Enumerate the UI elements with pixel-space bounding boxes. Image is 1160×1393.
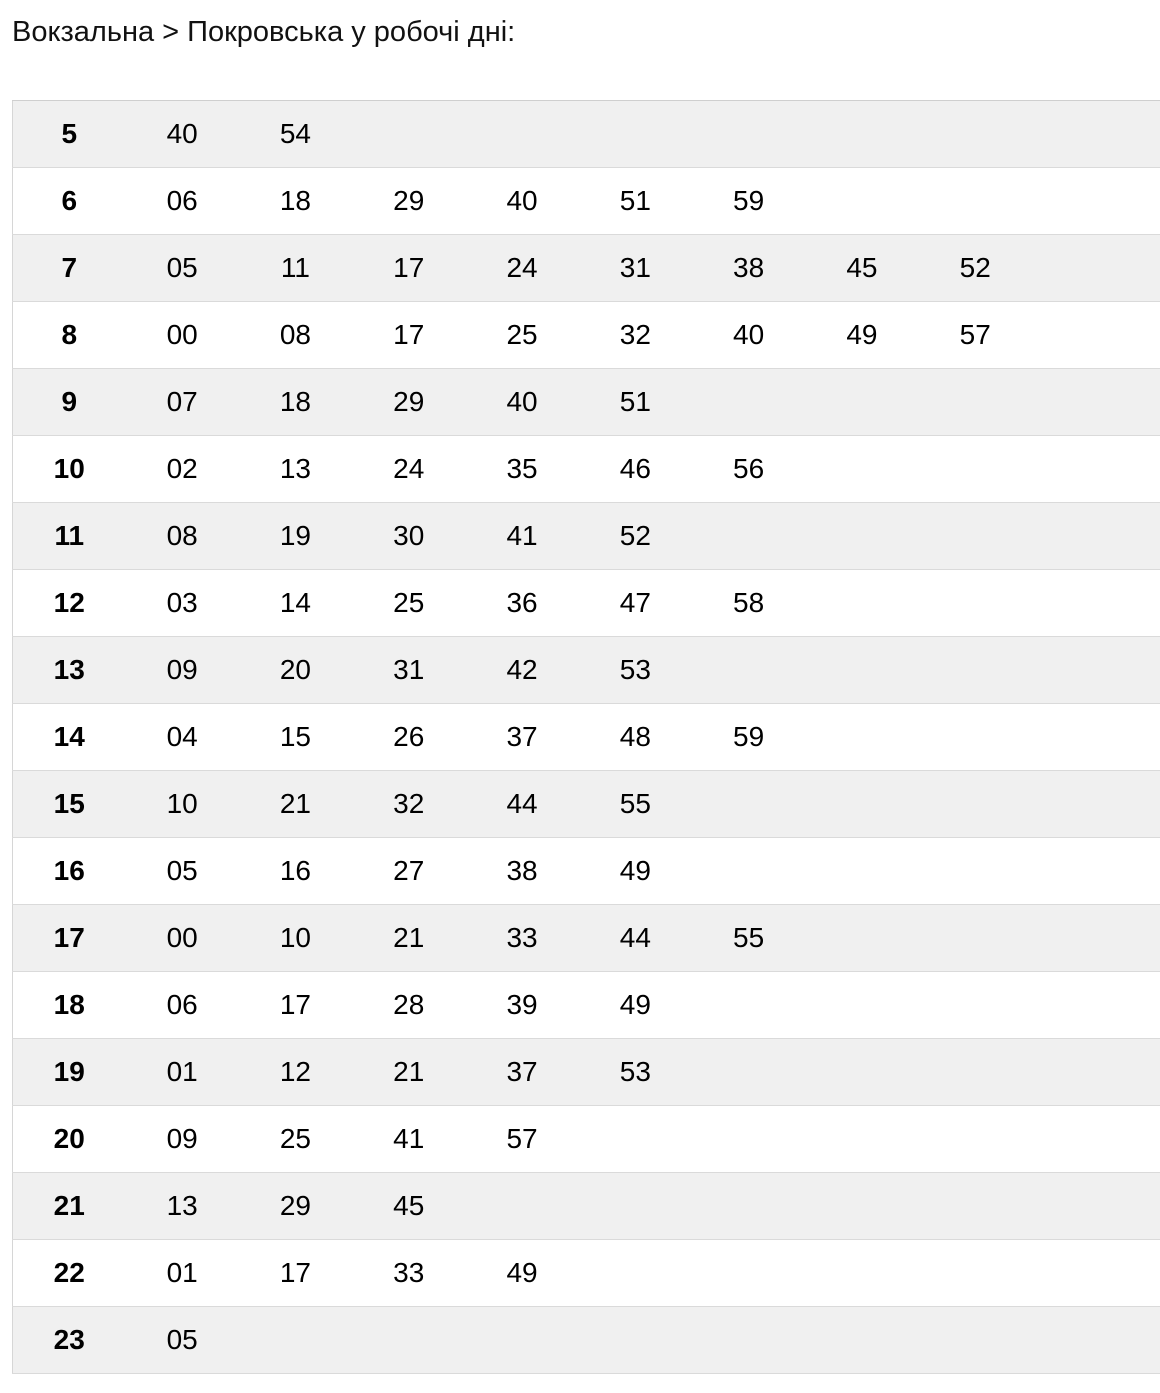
empty-cell	[465, 1173, 578, 1240]
empty-cell	[805, 771, 918, 838]
minute-cell: 26	[352, 704, 465, 771]
schedule-row	[13, 503, 1160, 570]
minute-cell: 09	[126, 1106, 239, 1173]
schedule-body	[13, 101, 1160, 1374]
empty-cell	[1032, 1240, 1160, 1307]
hour-cell: 21	[13, 1173, 126, 1240]
minute-cell: 06	[126, 972, 239, 1039]
minute-cell: 17	[352, 302, 465, 369]
empty-cell	[1032, 1307, 1160, 1374]
schedule-row	[13, 369, 1160, 436]
empty-cell	[352, 1307, 465, 1374]
empty-cell	[465, 101, 578, 168]
minute-cell: 19	[239, 503, 352, 570]
minute-cell: 24	[465, 235, 578, 302]
minute-cell: 58	[692, 570, 805, 637]
empty-cell	[1032, 570, 1160, 637]
schedule-row	[13, 1173, 1160, 1240]
minute-cell: 42	[465, 637, 578, 704]
minute-cell: 25	[465, 302, 578, 369]
minute-cell: 05	[126, 838, 239, 905]
minute-cell: 41	[465, 503, 578, 570]
minute-cell: 49	[579, 972, 692, 1039]
empty-cell	[1032, 771, 1160, 838]
minute-cell: 32	[579, 302, 692, 369]
minute-cell: 27	[352, 838, 465, 905]
hour-cell: 19	[13, 1039, 126, 1106]
empty-cell	[1032, 972, 1160, 1039]
empty-cell	[1032, 503, 1160, 570]
empty-cell	[919, 771, 1032, 838]
empty-cell	[805, 570, 918, 637]
empty-cell	[579, 1307, 692, 1374]
minute-cell: 40	[465, 369, 578, 436]
empty-cell	[692, 1039, 805, 1106]
hour-cell: 8	[13, 302, 126, 369]
minute-cell: 05	[126, 1307, 239, 1374]
minute-cell: 21	[352, 905, 465, 972]
empty-cell	[805, 168, 918, 235]
hour-cell: 11	[13, 503, 126, 570]
schedule-row	[13, 905, 1160, 972]
minute-cell: 10	[126, 771, 239, 838]
hour-cell: 17	[13, 905, 126, 972]
minute-cell: 10	[239, 905, 352, 972]
empty-cell	[805, 1240, 918, 1307]
empty-cell	[805, 503, 918, 570]
minute-cell: 25	[239, 1106, 352, 1173]
empty-cell	[1032, 905, 1160, 972]
empty-cell	[465, 1307, 578, 1374]
minute-cell: 41	[352, 1106, 465, 1173]
minute-cell: 56	[692, 436, 805, 503]
minute-cell: 29	[352, 369, 465, 436]
empty-cell	[1032, 168, 1160, 235]
empty-cell	[805, 369, 918, 436]
minute-cell: 01	[126, 1240, 239, 1307]
empty-cell	[692, 101, 805, 168]
empty-cell	[919, 1240, 1032, 1307]
minute-cell: 17	[352, 235, 465, 302]
minute-cell: 55	[579, 771, 692, 838]
minute-cell: 17	[239, 1240, 352, 1307]
minute-cell: 17	[239, 972, 352, 1039]
empty-cell	[805, 972, 918, 1039]
empty-cell	[352, 101, 465, 168]
hour-cell: 12	[13, 570, 126, 637]
minute-cell: 24	[352, 436, 465, 503]
minute-cell: 44	[579, 905, 692, 972]
minute-cell: 37	[465, 704, 578, 771]
minute-cell: 09	[126, 637, 239, 704]
minute-cell: 18	[239, 369, 352, 436]
hour-cell: 14	[13, 704, 126, 771]
minute-cell: 28	[352, 972, 465, 1039]
empty-cell	[692, 1307, 805, 1374]
hour-cell: 5	[13, 101, 126, 168]
empty-cell	[692, 838, 805, 905]
empty-cell	[805, 1039, 918, 1106]
empty-cell	[805, 838, 918, 905]
minute-cell: 11	[239, 235, 352, 302]
empty-cell	[805, 436, 918, 503]
empty-cell	[579, 1173, 692, 1240]
minute-cell: 57	[919, 302, 1032, 369]
hour-cell: 15	[13, 771, 126, 838]
schedule-row	[13, 1240, 1160, 1307]
empty-cell	[1032, 1039, 1160, 1106]
minute-cell: 55	[692, 905, 805, 972]
minute-cell: 46	[579, 436, 692, 503]
minute-cell: 40	[126, 101, 239, 168]
empty-cell	[1032, 704, 1160, 771]
hour-cell: 20	[13, 1106, 126, 1173]
minute-cell: 45	[805, 235, 918, 302]
minute-cell: 57	[465, 1106, 578, 1173]
minute-cell: 39	[465, 972, 578, 1039]
minute-cell: 29	[239, 1173, 352, 1240]
schedule-row	[13, 570, 1160, 637]
empty-cell	[1032, 235, 1160, 302]
hour-cell: 23	[13, 1307, 126, 1374]
empty-cell	[692, 1106, 805, 1173]
empty-cell	[919, 503, 1032, 570]
minute-cell: 53	[579, 1039, 692, 1106]
minute-cell: 37	[465, 1039, 578, 1106]
schedule-row	[13, 436, 1160, 503]
hour-cell: 7	[13, 235, 126, 302]
minute-cell: 45	[352, 1173, 465, 1240]
minute-cell: 51	[579, 168, 692, 235]
empty-cell	[692, 1240, 805, 1307]
empty-cell	[919, 436, 1032, 503]
minute-cell: 12	[239, 1039, 352, 1106]
minute-cell: 01	[126, 1039, 239, 1106]
minute-cell: 06	[126, 168, 239, 235]
minute-cell: 21	[239, 771, 352, 838]
schedule-row	[13, 1307, 1160, 1374]
empty-cell	[692, 503, 805, 570]
minute-cell: 25	[352, 570, 465, 637]
minute-cell: 48	[579, 704, 692, 771]
empty-cell	[919, 1039, 1032, 1106]
schedule-row	[13, 704, 1160, 771]
empty-cell	[805, 704, 918, 771]
empty-cell	[805, 1106, 918, 1173]
minute-cell: 47	[579, 570, 692, 637]
empty-cell	[919, 1106, 1032, 1173]
empty-cell	[1032, 369, 1160, 436]
minute-cell: 31	[579, 235, 692, 302]
minute-cell: 31	[352, 637, 465, 704]
minute-cell: 49	[579, 838, 692, 905]
schedule-row	[13, 302, 1160, 369]
schedule-row	[13, 637, 1160, 704]
minute-cell: 36	[465, 570, 578, 637]
minute-cell: 51	[579, 369, 692, 436]
minute-cell: 38	[465, 838, 578, 905]
hour-cell: 16	[13, 838, 126, 905]
empty-cell	[692, 1173, 805, 1240]
empty-cell	[919, 369, 1032, 436]
minute-cell: 33	[352, 1240, 465, 1307]
minute-cell: 04	[126, 704, 239, 771]
empty-cell	[692, 369, 805, 436]
minute-cell: 00	[126, 302, 239, 369]
schedule-row	[13, 1039, 1160, 1106]
empty-cell	[805, 905, 918, 972]
minute-cell: 29	[352, 168, 465, 235]
schedule-table	[12, 100, 1160, 1374]
empty-cell	[919, 905, 1032, 972]
minute-cell: 18	[239, 168, 352, 235]
minute-cell: 54	[239, 101, 352, 168]
minute-cell: 49	[465, 1240, 578, 1307]
empty-cell	[1032, 1173, 1160, 1240]
minute-cell: 49	[805, 302, 918, 369]
empty-cell	[919, 838, 1032, 905]
minute-cell: 30	[352, 503, 465, 570]
minute-cell: 53	[579, 637, 692, 704]
schedule-row	[13, 101, 1160, 168]
empty-cell	[1032, 637, 1160, 704]
schedule-row	[13, 771, 1160, 838]
minute-cell: 44	[465, 771, 578, 838]
minute-cell: 13	[239, 436, 352, 503]
empty-cell	[919, 1307, 1032, 1374]
empty-cell	[1032, 302, 1160, 369]
empty-cell	[692, 637, 805, 704]
minute-cell: 38	[692, 235, 805, 302]
minute-cell: 05	[126, 235, 239, 302]
minute-cell: 52	[919, 235, 1032, 302]
empty-cell	[692, 771, 805, 838]
empty-cell	[919, 637, 1032, 704]
empty-cell	[805, 1307, 918, 1374]
minute-cell: 21	[352, 1039, 465, 1106]
empty-cell	[1032, 838, 1160, 905]
empty-cell	[919, 101, 1032, 168]
minute-cell: 13	[126, 1173, 239, 1240]
hour-cell: 6	[13, 168, 126, 235]
empty-cell	[805, 101, 918, 168]
empty-cell	[692, 972, 805, 1039]
empty-cell	[919, 972, 1032, 1039]
hour-cell: 13	[13, 637, 126, 704]
minute-cell: 14	[239, 570, 352, 637]
schedule-row	[13, 1106, 1160, 1173]
minute-cell: 33	[465, 905, 578, 972]
empty-cell	[239, 1307, 352, 1374]
hour-cell: 9	[13, 369, 126, 436]
minute-cell: 16	[239, 838, 352, 905]
empty-cell	[919, 168, 1032, 235]
minute-cell: 08	[126, 503, 239, 570]
hour-cell: 18	[13, 972, 126, 1039]
schedule-row	[13, 838, 1160, 905]
route-title: Вокзальна > Покровська у робочі дні:	[12, 16, 516, 48]
minute-cell: 08	[239, 302, 352, 369]
empty-cell	[919, 1173, 1032, 1240]
minute-cell: 02	[126, 436, 239, 503]
schedule-row	[13, 235, 1160, 302]
minute-cell: 00	[126, 905, 239, 972]
minute-cell: 07	[126, 369, 239, 436]
schedule-row	[13, 972, 1160, 1039]
hour-cell: 10	[13, 436, 126, 503]
minute-cell: 03	[126, 570, 239, 637]
minute-cell: 59	[692, 168, 805, 235]
empty-cell	[805, 637, 918, 704]
minute-cell: 40	[692, 302, 805, 369]
empty-cell	[579, 101, 692, 168]
empty-cell	[579, 1240, 692, 1307]
minute-cell: 20	[239, 637, 352, 704]
minute-cell: 59	[692, 704, 805, 771]
minute-cell: 15	[239, 704, 352, 771]
empty-cell	[579, 1106, 692, 1173]
empty-cell	[919, 570, 1032, 637]
empty-cell	[1032, 436, 1160, 503]
schedule-row	[13, 168, 1160, 235]
hour-cell: 22	[13, 1240, 126, 1307]
minute-cell: 35	[465, 436, 578, 503]
minute-cell: 52	[579, 503, 692, 570]
minute-cell: 40	[465, 168, 578, 235]
empty-cell	[1032, 1106, 1160, 1173]
empty-cell	[1032, 101, 1160, 168]
empty-cell	[805, 1173, 918, 1240]
empty-cell	[919, 704, 1032, 771]
minute-cell: 32	[352, 771, 465, 838]
